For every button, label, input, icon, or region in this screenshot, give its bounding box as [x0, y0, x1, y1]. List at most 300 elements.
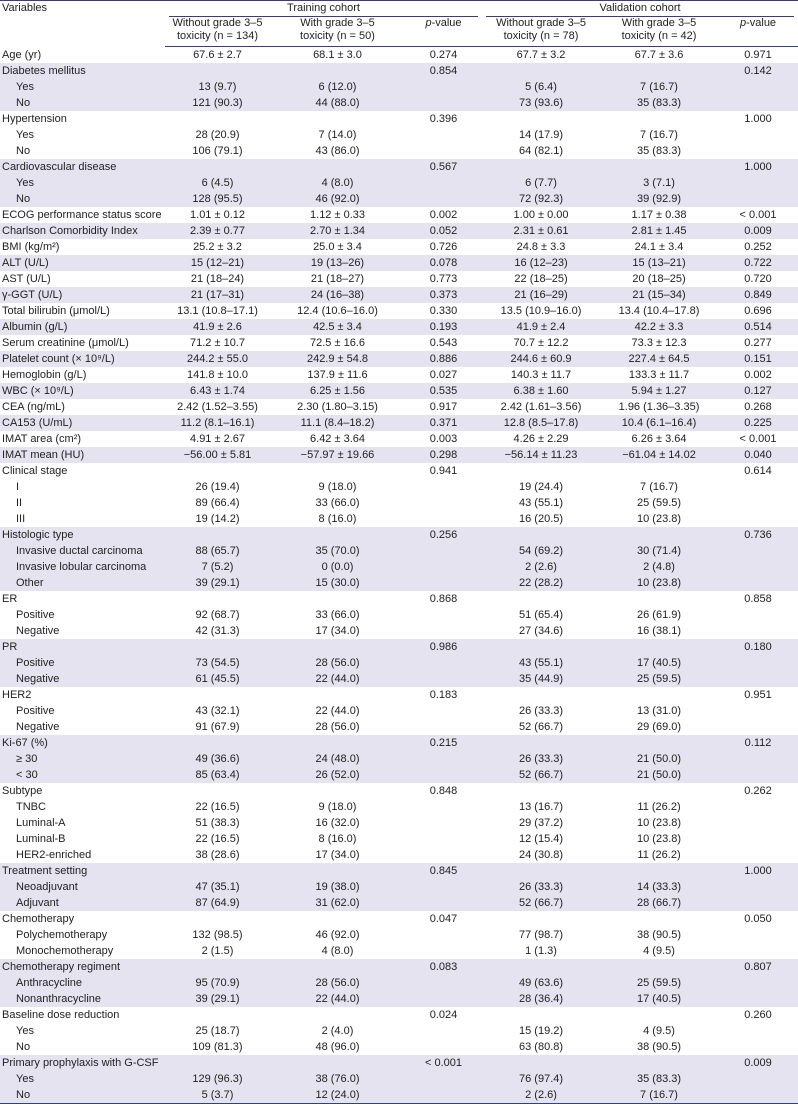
variable-label: HER2-enriched	[16, 849, 92, 861]
header-train-without	[165, 17, 270, 47]
train-p-value	[405, 927, 482, 943]
val-p-value: 0.722	[718, 255, 798, 271]
train-without-value	[165, 687, 270, 703]
train-with-value: 24 (16–38)	[270, 287, 405, 303]
train-p-value: 0.052	[405, 223, 482, 239]
train-without-value: 21 (18–24)	[190, 273, 245, 285]
val-with-value: 35 (83.3)	[637, 145, 682, 157]
val-without-value: 22 (28.2)	[482, 575, 600, 591]
p-rest: -value	[431, 17, 462, 29]
val-p-value	[718, 831, 798, 847]
variable-label: Treatment setting	[0, 863, 165, 879]
train-with-value: 8 (16.0)	[318, 513, 357, 525]
table-row	[0, 159, 798, 175]
train-p-value	[405, 975, 482, 991]
val-without-value: 54 (69.2)	[482, 543, 600, 559]
val-with-value: 10 (23.8)	[637, 513, 682, 525]
variable-label: III	[16, 513, 26, 525]
train-p-value	[405, 95, 482, 111]
train-p-value: 0.848	[429, 785, 458, 797]
train-p-value: 0.886	[405, 351, 482, 367]
val-p-value: 0.971	[744, 49, 772, 61]
val-with-value: 67.7 ± 3.6	[634, 49, 684, 61]
val-with-value	[600, 863, 718, 879]
train-p-value	[405, 991, 482, 1007]
variable-label: Positive	[0, 655, 165, 671]
table-row	[0, 271, 798, 287]
train-p-value: 0.083	[405, 959, 482, 975]
table-subrow	[0, 175, 798, 191]
train-p-value	[405, 543, 482, 559]
variable-label: Neoadjuvant	[0, 879, 165, 895]
train-p-value: 0.003	[429, 433, 458, 445]
header-line: toxicity (n = 78)	[503, 30, 579, 42]
train-with-value: 38 (76.0)	[270, 1071, 405, 1087]
val-p-value: 0.009	[718, 1055, 798, 1071]
train-without-value	[165, 863, 270, 879]
table-row	[0, 1007, 798, 1023]
table-row	[0, 735, 798, 751]
val-p-value	[718, 1023, 798, 1039]
table-row	[0, 319, 798, 335]
train-p-value: 0.567	[405, 159, 482, 175]
table-row	[0, 783, 798, 799]
variable-label: Nonanthracycline	[0, 991, 165, 1007]
header-row-cohorts	[0, 1, 798, 18]
val-without-value: 26 (33.3)	[519, 705, 564, 717]
table-row	[0, 223, 798, 239]
header-training-cohort	[165, 1, 482, 18]
val-without-value: 24 (30.8)	[519, 849, 564, 861]
train-with-value: 42.5 ± 3.4	[270, 319, 405, 335]
train-with-value: 46 (92.0)	[315, 929, 360, 941]
val-without-value: 16 (12–23)	[482, 255, 600, 271]
val-without-value: 67.7 ± 3.2	[516, 49, 566, 61]
train-without-value: 19 (14.2)	[195, 513, 240, 525]
table-subrow	[0, 79, 798, 95]
header-train-with	[270, 17, 405, 47]
train-with-value: 1.12 ± 0.33	[310, 209, 365, 221]
val-without-value	[482, 863, 600, 879]
train-without-value: 41.9 ± 2.6	[165, 319, 270, 335]
val-p-value: 0.514	[718, 319, 798, 335]
train-with-value	[270, 591, 405, 607]
val-p-value: < 0.001	[739, 209, 777, 221]
train-p-value: 0.941	[429, 465, 458, 477]
val-p-value: 0.002	[744, 369, 772, 381]
val-without-value	[482, 527, 600, 543]
variable-label: Hemoglobin (g/L)	[2, 369, 87, 381]
variable-label: Positive	[16, 609, 55, 621]
val-p-value	[718, 671, 798, 687]
train-with-value: 46 (92.0)	[270, 191, 405, 207]
val-with-value: 7 (16.7)	[640, 481, 678, 493]
val-p-value	[718, 623, 798, 639]
val-p-value	[718, 575, 798, 591]
train-p-value	[405, 623, 482, 639]
val-p-value: 0.260	[744, 1009, 772, 1021]
train-without-value: 73 (54.5)	[165, 655, 270, 671]
train-with-value: 31 (62.0)	[270, 895, 405, 911]
variable-label: Total bilirubin (μmol/L)	[2, 305, 110, 317]
train-with-value	[270, 1055, 405, 1071]
train-without-value: 85 (63.4)	[165, 767, 270, 783]
val-without-value: 52 (66.7)	[482, 767, 600, 783]
val-without-value: 16 (20.5)	[519, 513, 564, 525]
val-p-value: 1.000	[718, 159, 798, 175]
val-with-value: 1.96 (1.36–3.35)	[618, 401, 700, 413]
train-with-value: 44 (88.0)	[270, 95, 405, 111]
val-p-value	[718, 95, 798, 111]
val-without-value: 5 (6.4)	[482, 79, 600, 95]
val-with-value: 38 (90.5)	[637, 1041, 682, 1053]
val-with-value	[600, 159, 718, 175]
header-line: With grade 3–5	[621, 17, 697, 29]
val-with-value	[600, 527, 718, 543]
header-val-without	[482, 17, 600, 47]
training-cohort-label: Training cohort	[169, 1, 478, 17]
val-p-value: 0.807	[718, 959, 798, 975]
train-p-value	[405, 719, 482, 735]
table-row	[0, 463, 798, 479]
train-p-value	[405, 1039, 482, 1055]
train-p-value: 0.024	[429, 1009, 458, 1021]
val-p-value	[718, 751, 798, 767]
train-p-value	[405, 767, 482, 783]
val-p-value	[718, 927, 798, 943]
table-row	[0, 911, 798, 927]
variable-label: γ-GGT (U/L)	[0, 287, 165, 303]
table-subrow	[0, 511, 798, 527]
train-without-value	[165, 463, 270, 479]
table-subrow	[0, 495, 798, 511]
train-p-value: 0.371	[405, 415, 482, 431]
val-without-value: 1.00 ± 0.00	[513, 209, 569, 221]
variable-label: Adjuvant	[0, 895, 165, 911]
train-without-value: 4.91 ± 2.67	[190, 433, 245, 445]
train-with-value: 7 (14.0)	[318, 129, 357, 141]
val-p-value	[718, 879, 798, 895]
variable-label: AST (U/L)	[2, 273, 51, 285]
header-line: toxicity (n = 42)	[621, 30, 697, 42]
val-p-value: < 0.001	[739, 433, 777, 445]
val-without-value	[482, 591, 600, 607]
val-with-value: 25 (59.5)	[637, 497, 682, 509]
val-with-value	[600, 63, 718, 79]
variable-label: Other	[0, 575, 165, 591]
train-without-value: 43 (32.1)	[195, 705, 240, 717]
train-without-value	[165, 591, 270, 607]
table-subrow	[0, 479, 798, 495]
table-subrow	[0, 991, 798, 1007]
table-row	[0, 639, 798, 655]
p-italic: p	[739, 17, 747, 29]
train-with-value: 4 (8.0)	[270, 175, 405, 191]
variable-label: Serum creatinine (μmol/L)	[2, 337, 129, 349]
variable-label: Ki-67 (%)	[0, 735, 165, 751]
val-with-value: 3 (7.1)	[600, 175, 718, 191]
val-without-value	[482, 463, 600, 479]
variable-label: II	[16, 497, 23, 509]
val-without-value: 64 (82.1)	[519, 145, 564, 157]
table-row	[0, 1055, 798, 1071]
train-without-value: 121 (90.3)	[165, 95, 270, 111]
val-without-value: 6.38 ± 1.60	[482, 383, 600, 399]
variable-label: Cardiovascular disease	[0, 159, 165, 175]
train-without-value: 92 (68.7)	[195, 609, 240, 621]
val-p-value: 0.849	[718, 287, 798, 303]
variable-label: No	[0, 95, 165, 111]
val-p-value: 0.951	[744, 689, 772, 701]
train-with-value: 22 (44.0)	[270, 671, 405, 687]
val-p-value	[718, 767, 798, 783]
header-val-pvalue	[718, 17, 798, 47]
train-p-value: 0.193	[405, 319, 482, 335]
variable-label: < 30	[0, 767, 165, 783]
table-subrow	[0, 879, 798, 895]
train-without-value: 89 (66.4)	[195, 497, 240, 509]
train-without-value: 22 (16.5)	[195, 801, 240, 813]
train-without-value: 2.39 ± 0.77	[165, 223, 270, 239]
train-with-value	[270, 159, 405, 175]
train-without-value: 49 (36.6)	[165, 751, 270, 767]
table-row	[0, 47, 798, 64]
train-without-value: 38 (28.6)	[195, 849, 240, 861]
table-row	[0, 431, 798, 447]
table-row	[0, 207, 798, 223]
variable-label: No	[16, 145, 31, 157]
variable-label: Chemotherapy regiment	[0, 959, 165, 975]
table-subrow	[0, 719, 798, 735]
variable-label: Charlson Comorbidity Index	[0, 223, 165, 239]
table-subrow	[0, 799, 798, 815]
val-p-value	[718, 1087, 798, 1104]
train-p-value: 0.868	[429, 593, 458, 605]
train-with-value: 242.9 ± 54.8	[270, 351, 405, 367]
train-p-value: 0.330	[429, 305, 458, 317]
variable-label: No	[16, 1041, 31, 1053]
val-without-value: 21 (16–29)	[482, 287, 600, 303]
variable-label: ECOG performance status score	[2, 209, 162, 221]
variable-label: Clinical stage	[2, 465, 68, 477]
val-p-value: 0.009	[718, 223, 798, 239]
variable-label: Invasive lobular carcinoma	[0, 559, 165, 575]
train-without-value: 128 (95.5)	[165, 191, 270, 207]
header-line: Without grade 3–5	[496, 17, 586, 29]
val-p-value	[718, 543, 798, 559]
val-without-value	[482, 911, 600, 927]
val-without-value: 73 (93.6)	[482, 95, 600, 111]
train-without-value: 88 (65.7)	[165, 543, 270, 559]
table-subrow	[0, 1071, 798, 1087]
variable-label: ≥ 30	[0, 751, 165, 767]
val-without-value: 43 (55.1)	[482, 655, 600, 671]
variable-label: Positive	[16, 705, 55, 717]
train-without-value: 2 (1.5)	[201, 945, 234, 957]
val-p-value	[718, 719, 798, 735]
val-p-value	[718, 1071, 798, 1087]
train-without-value: 95 (70.9)	[165, 975, 270, 991]
val-with-value: 21 (50.0)	[600, 751, 718, 767]
train-with-value: 2.30 (1.80–3.15)	[297, 401, 378, 413]
val-with-value: 1.17 ± 0.38	[631, 209, 687, 221]
train-p-value: 0.047	[429, 913, 458, 925]
val-without-value: 2.42 (1.61–3.56)	[500, 401, 582, 413]
val-p-value: 0.614	[744, 465, 772, 477]
val-p-value	[718, 607, 798, 623]
val-p-value: 0.277	[744, 337, 772, 349]
val-without-value: 244.6 ± 60.9	[482, 351, 600, 367]
val-p-value	[718, 175, 798, 191]
variable-label: Luminal-B	[16, 833, 66, 845]
val-p-value	[718, 703, 798, 719]
train-without-value	[165, 1007, 270, 1023]
table-row	[0, 399, 798, 415]
val-without-value: 22 (18–25)	[514, 273, 568, 285]
val-with-value: 7 (16.7)	[640, 129, 678, 141]
variable-label: Diabetes mellitus	[0, 63, 165, 79]
val-p-value: 0.050	[744, 913, 772, 925]
val-with-value: 16 (38.1)	[637, 625, 682, 637]
train-with-value	[270, 911, 405, 927]
val-p-value: 0.127	[718, 383, 798, 399]
train-with-value: 6.42 ± 3.64	[310, 433, 365, 445]
train-with-value: 19 (13–26)	[270, 255, 405, 271]
val-without-value: 4.26 ± 2.29	[513, 433, 569, 445]
val-with-value: 39 (92.9)	[600, 191, 718, 207]
val-with-value: 227.4 ± 64.5	[600, 351, 718, 367]
variable-label: IMAT mean (HU)	[0, 447, 165, 463]
variable-label: No	[0, 191, 165, 207]
val-with-value: 13.4 (10.4–17.8)	[618, 305, 700, 317]
variable-label: Negative	[16, 721, 60, 733]
train-p-value: 0.274	[429, 49, 458, 61]
train-without-value: 129 (96.3)	[165, 1071, 270, 1087]
train-with-value: 28 (56.0)	[270, 975, 405, 991]
train-p-value: 0.726	[429, 241, 458, 253]
train-with-value: 35 (70.0)	[270, 543, 405, 559]
variable-label: Luminal-A	[16, 817, 66, 829]
train-p-value: 0.078	[405, 255, 482, 271]
table-row	[0, 415, 798, 431]
table-subrow	[0, 575, 798, 591]
train-without-value: 42 (31.3)	[195, 625, 240, 637]
train-p-value	[405, 815, 482, 831]
variable-label: Yes	[0, 175, 165, 191]
table-row	[0, 591, 798, 607]
val-without-value	[482, 159, 600, 175]
val-without-value: 51 (65.4)	[519, 609, 564, 621]
val-p-value	[718, 655, 798, 671]
train-with-value: 17 (34.0)	[315, 625, 360, 637]
val-without-value	[482, 687, 600, 703]
train-without-value	[165, 63, 270, 79]
val-with-value	[600, 959, 718, 975]
val-with-value: 21 (50.0)	[600, 767, 718, 783]
train-with-value: 2.70 ± 1.34	[270, 223, 405, 239]
val-p-value: 0.720	[744, 273, 772, 285]
val-p-value: 0.736	[718, 527, 798, 543]
train-without-value	[165, 639, 270, 655]
train-with-value: 28 (56.0)	[270, 655, 405, 671]
variable-label: Monochemotherapy	[16, 945, 114, 957]
train-with-value	[270, 783, 405, 799]
val-p-value	[718, 559, 798, 575]
val-without-value: 26 (33.3)	[482, 751, 600, 767]
variable-label: Invasive ductal carcinoma	[0, 543, 165, 559]
val-p-value: 0.151	[718, 351, 798, 367]
train-without-value: 1.01 ± 0.12	[190, 209, 245, 221]
header-val-with	[600, 17, 718, 47]
variable-label: ER	[2, 593, 18, 605]
val-p-value: 0.112	[718, 735, 798, 751]
table-subrow	[0, 543, 798, 559]
train-with-value	[270, 687, 405, 703]
val-without-value: 13.5 (10.9–16.0)	[500, 305, 582, 317]
train-with-value: 21 (18–27)	[310, 273, 365, 285]
train-without-value: 6 (4.5)	[165, 175, 270, 191]
val-without-value	[482, 1055, 600, 1071]
variable-label: Subtype	[2, 785, 43, 797]
train-without-value: 91 (67.9)	[195, 721, 240, 733]
variable-label: I	[16, 481, 20, 493]
train-without-value: 106 (79.1)	[192, 145, 243, 157]
train-without-value: 6.43 ± 1.74	[165, 383, 270, 399]
variable-label: No	[0, 1087, 165, 1104]
val-without-value: 2 (2.6)	[482, 1087, 600, 1104]
variable-label: IMAT area (cm²)	[2, 433, 82, 445]
val-p-value	[718, 511, 798, 527]
val-with-value: 11 (26.2)	[637, 801, 681, 813]
train-without-value	[165, 527, 270, 543]
val-without-value: 24.8 ± 3.3	[516, 241, 566, 253]
train-with-value: 2 (4.0)	[321, 1025, 354, 1037]
train-without-value: 22 (16.5)	[195, 833, 240, 845]
train-p-value	[405, 943, 482, 959]
train-without-value: 13 (9.7)	[165, 79, 270, 95]
train-p-value	[405, 895, 482, 911]
train-without-value: 5 (3.7)	[165, 1087, 270, 1104]
val-with-value	[600, 463, 718, 479]
val-p-value	[718, 143, 798, 159]
train-with-value: 48 (96.0)	[315, 1041, 360, 1053]
table-subrow	[0, 943, 798, 959]
val-without-value: 1 (1.3)	[525, 945, 557, 957]
train-p-value	[405, 79, 482, 95]
val-with-value: 73.3 ± 12.3	[631, 337, 687, 349]
train-without-value: 39 (29.1)	[165, 575, 270, 591]
train-without-value	[165, 735, 270, 751]
table-subrow	[0, 895, 798, 911]
train-with-value: 8 (16.0)	[318, 833, 357, 845]
train-without-value: 61 (45.5)	[165, 671, 270, 687]
table-row	[0, 287, 798, 303]
val-p-value: 0.858	[744, 593, 772, 605]
val-p-value: 0.252	[744, 241, 772, 253]
val-p-value	[718, 479, 798, 495]
validation-cohort-label: Validation cohort	[486, 1, 794, 17]
table-row	[0, 527, 798, 543]
p-italic: p	[425, 17, 432, 29]
val-without-value	[482, 735, 600, 751]
val-with-value: 30 (71.4)	[600, 543, 718, 559]
train-p-value	[405, 479, 482, 495]
train-p-value: 0.773	[429, 273, 458, 285]
train-with-value: 24 (48.0)	[270, 751, 405, 767]
val-p-value	[718, 495, 798, 511]
variable-label: HER2	[2, 689, 32, 701]
variable-label: ALT (U/L)	[0, 255, 165, 271]
